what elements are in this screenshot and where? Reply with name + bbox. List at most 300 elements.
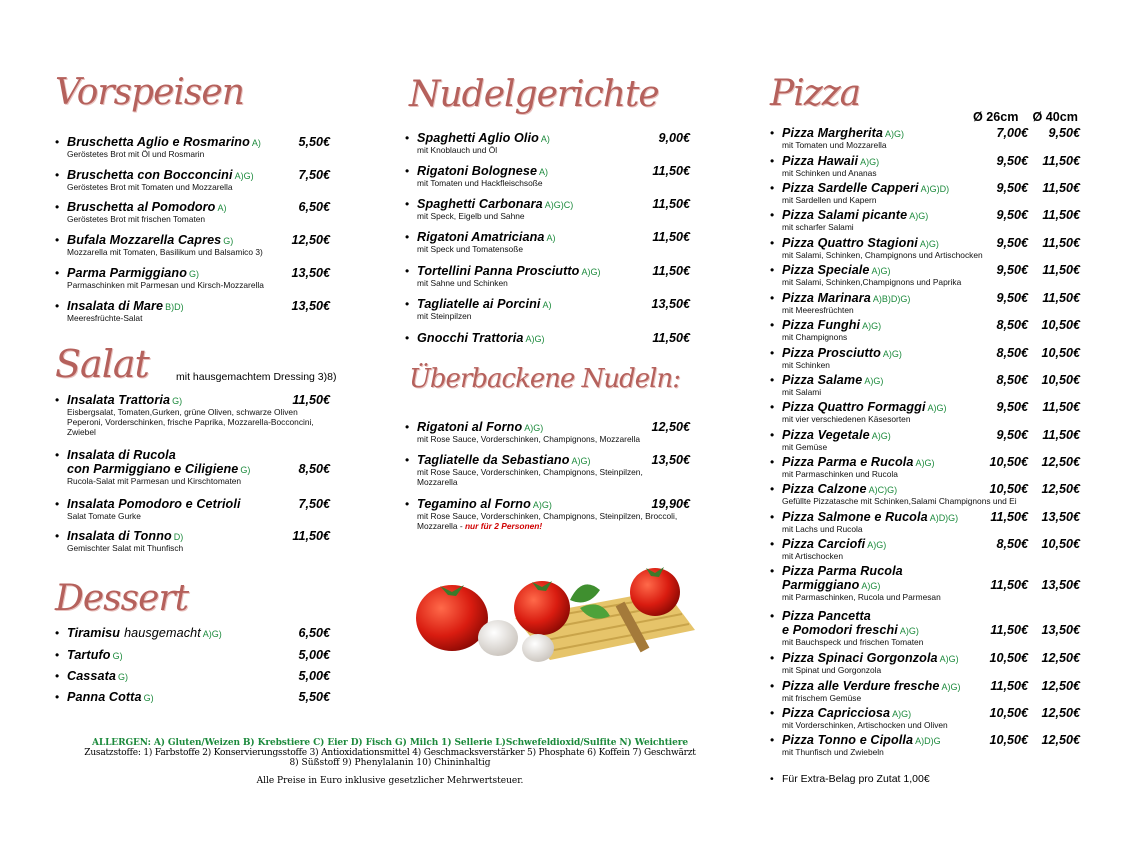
item-description: mit Salami, Schinken, Champignons und Artischocken: [782, 250, 983, 260]
item-description: Gefüllte Pizzatasche mit Schinken,Salami Champignons und Ei: [782, 496, 1017, 506]
pizza-item: [770, 510, 1080, 534]
allergen-codes: A)G): [862, 321, 882, 331]
item-description: mit frischem Gemüse: [782, 693, 862, 703]
salat-heading: Salat: [55, 342, 149, 386]
price-small: 9,50€: [996, 181, 1028, 195]
price-small: 9,50€: [996, 263, 1028, 277]
bullet: •: [770, 733, 775, 747]
item-price: 8,50€: [298, 462, 330, 476]
item-name: Pizza Capricciosa: [782, 706, 891, 720]
ueberbacken-item: [405, 453, 690, 487]
item-description: Mozzarella mit Tomaten, Basilikum und Balsamico 3): [67, 247, 263, 257]
bullet: •: [55, 233, 60, 247]
pizza-item: [770, 126, 1080, 150]
bullet: •: [770, 263, 775, 277]
bullet: •: [770, 400, 775, 414]
pizza-item: [770, 455, 1080, 479]
price-large: 12,50€: [1041, 679, 1080, 693]
price-large: 11,50€: [1042, 181, 1080, 195]
item-name: Tegamino al Forno: [417, 497, 531, 511]
size-large: Ø 40cm: [1032, 110, 1078, 124]
allergen-codes: A)G): [927, 403, 947, 413]
vorspeise-item: [55, 200, 335, 224]
price-small: 9,50€: [996, 428, 1028, 442]
item-name: Pizza Pancetta: [782, 609, 871, 623]
bullet: •: [770, 373, 775, 387]
item-name: Pizza Funghi: [782, 318, 861, 332]
allergen-codes: A)G): [861, 581, 881, 591]
salat-item: [55, 393, 335, 437]
nudel-item: [405, 164, 690, 188]
bullet: •: [55, 168, 60, 182]
item-description: mit Tomaten und Hackfleischsoße: [417, 178, 543, 188]
item-description: Geröstetes Brot mit Öl und Rosmarin: [67, 149, 205, 159]
item-name: Pizza Speciale: [782, 263, 870, 277]
pizza-prices: [976, 482, 1080, 496]
item-description: mit Rose Sauce, Vorderschinken, Champignons, Steinpilzen, Broccoli, Mozzarella - nur für 2 Personen!: [417, 511, 678, 531]
item-name: Pizza Carciofi: [782, 537, 866, 551]
allergen-codes: A): [546, 233, 556, 243]
bullet: •: [55, 448, 60, 462]
bullet: •: [770, 455, 775, 469]
allergen-codes: A)G): [884, 129, 904, 139]
item-price: 11,50€: [652, 164, 690, 178]
item-name: Pizza Parma e Rucola: [782, 455, 914, 469]
dessert-heading: Dessert: [55, 578, 189, 619]
item-description: mit Schinken und Ananas: [782, 168, 877, 178]
bullet: •: [405, 420, 410, 434]
item-price: 11,50€: [292, 529, 330, 543]
nudel-item: [405, 197, 690, 221]
allergen-codes: G): [240, 465, 251, 475]
allergen-codes: A): [542, 300, 552, 310]
price-large: 11,50€: [1042, 154, 1080, 168]
item-name-cont: con Parmiggiano e Ciligiene: [67, 462, 239, 476]
item-description: Geröstetes Brot mit frischen Tomaten: [67, 214, 206, 224]
allergen-codes: D): [173, 532, 184, 542]
nudel-item: [405, 131, 690, 155]
bullet: •: [770, 208, 775, 222]
item-description: mit Lachs und Rucola: [782, 524, 863, 534]
item-description: mit Schinken: [782, 360, 830, 370]
pizza-item: [770, 373, 1080, 397]
pizza-item: [770, 428, 1080, 452]
allergen-codes: G): [112, 651, 123, 661]
item-name-cont: e Pomodori freschi: [782, 623, 898, 637]
item-name: Cassata: [67, 669, 117, 683]
bullet: •: [770, 428, 775, 442]
bullet: •: [55, 690, 60, 704]
bullet: •: [770, 291, 775, 305]
bullet: •: [770, 236, 775, 250]
bullet: •: [770, 318, 775, 332]
additives-line-1: Zusatzstoffe: 1) Farbstoffe 2) Konservierungsstoffe 3) Antioxidationsmittel 4) Geschmacksverstärker 5) Phosphate 6) Koffein 7) Geschwärzt: [84, 748, 696, 758]
allergen-codes: A)G): [939, 654, 959, 664]
price-large: 10,50€: [1041, 373, 1080, 387]
pizza-prices: [976, 578, 1080, 592]
item-description: mit Parmaschinken und Rucola: [782, 469, 898, 479]
item-extra: hausgemacht: [124, 626, 201, 640]
allergen-codes: A): [540, 134, 550, 144]
allergen-codes: A)G): [867, 540, 887, 550]
item-description: mit Bauchspeck und frischen Tomaten: [782, 637, 924, 647]
allergen-codes: A)G): [909, 211, 929, 221]
item-price: 13,50€: [291, 299, 330, 313]
item-description: Geröstetes Brot mit Tomaten und Mozzarella: [67, 182, 233, 192]
pizza-prices: [976, 428, 1080, 442]
item-name: Tagliatelle da Sebastiano: [417, 453, 570, 467]
bullet: •: [770, 126, 775, 140]
ueberbacken-heading: Überbackene Nudeln:: [409, 364, 680, 394]
item-name: Rigatoni Amatriciana: [417, 230, 545, 244]
item-price: 13,50€: [651, 453, 690, 467]
item-name: Pizza Spinaci Gorgonzola: [782, 651, 938, 665]
bullet: •: [770, 181, 775, 195]
bullet: •: [770, 564, 775, 578]
allergen-codes: A)B)D)G): [872, 294, 911, 304]
bullet: •: [55, 135, 60, 149]
price-small: 8,50€: [996, 318, 1028, 332]
item-description: mit Sahne und Schinken: [417, 278, 508, 288]
allergen-legend: [80, 738, 700, 786]
pizza-item: [770, 318, 1080, 342]
salat-subtitle: mit hausgemachtem Dressing 3)8): [176, 371, 337, 383]
pizza-prices: [976, 318, 1080, 332]
item-name: Pizza Prosciutto: [782, 346, 881, 360]
price-small: 11,50€: [990, 623, 1028, 637]
pizza-prices: [976, 291, 1080, 305]
bullet: •: [55, 266, 60, 280]
item-price: 5,50€: [298, 690, 330, 704]
price-small: 11,50€: [990, 510, 1028, 524]
bullet: •: [770, 679, 775, 693]
bullet: •: [770, 482, 775, 496]
item-description: mit vier verschiedenen Käsesorten: [782, 414, 911, 424]
price-small: 8,50€: [996, 373, 1028, 387]
price-large: 11,50€: [1042, 263, 1080, 277]
item-name: Tartufo: [67, 648, 111, 662]
price-large: 10,50€: [1041, 346, 1080, 360]
item-price: 11,50€: [652, 331, 690, 345]
item-name: Rigatoni Bolognese: [417, 164, 538, 178]
price-small: 8,50€: [996, 346, 1028, 360]
price-large: 10,50€: [1041, 318, 1080, 332]
item-name: Spaghetti Aglio Olio: [417, 131, 539, 145]
vorspeisen-heading: Vorspeisen: [55, 72, 244, 113]
item-description: mit Steinpilzen: [417, 311, 472, 321]
pizza-prices: [976, 537, 1080, 551]
allergen-codes: A)G): [202, 629, 222, 639]
pizza-item: [770, 346, 1080, 370]
price-small: 10,50€: [989, 455, 1028, 469]
pizza-prices: [976, 236, 1080, 250]
price-large: 11,50€: [1042, 208, 1080, 222]
nudelgerichte-heading: Nudelgerichte: [409, 74, 659, 115]
price-small: 10,50€: [989, 482, 1028, 496]
bullet: •: [405, 197, 410, 211]
allergen-codes: A)G): [899, 626, 919, 636]
item-price: 11,50€: [652, 264, 690, 278]
item-name: Pizza Parma Rucola: [782, 564, 903, 578]
pizza-prices: [976, 510, 1080, 524]
pizza-item: [770, 181, 1080, 205]
item-price: 6,50€: [298, 200, 330, 214]
allergen-codes: A)G): [524, 423, 544, 433]
bullet: •: [770, 609, 775, 623]
price-small: 8,50€: [996, 537, 1028, 551]
bullet: •: [770, 510, 775, 524]
item-name-cont: Parmiggiano: [782, 578, 860, 592]
item-description: mit Rose Sauce, Vorderschinken, Champignons, Steinpilzen, Mozzarella: [417, 467, 643, 487]
item-price: 11,50€: [652, 230, 690, 244]
pizza-prices: [976, 346, 1080, 360]
item-description: mit Rose Sauce, Vorderschinken, Champignons, Mozzarella: [417, 434, 640, 444]
allergen-codes: B)D): [165, 302, 184, 312]
nudel-item: [405, 264, 690, 288]
bullet: •: [405, 131, 410, 145]
pizza-item: [770, 679, 1080, 703]
item-name: Insalata Pomodoro e Cetrioli: [67, 497, 241, 511]
allergen-codes: A)G): [234, 171, 254, 181]
item-name: Tagliatelle ai Porcini: [417, 297, 541, 311]
bullet: •: [770, 651, 775, 665]
item-name: Tortellini Panna Prosciutto: [417, 264, 580, 278]
price-small: 9,50€: [996, 400, 1028, 414]
additives-line-2: 8) Süßstoff 9) Phenylalanin 10) Chininhaltig: [289, 758, 491, 768]
price-large: 13,50€: [1041, 578, 1080, 592]
price-large: 13,50€: [1041, 623, 1080, 637]
pizza-item: [770, 609, 1080, 647]
allergen-codes: G): [188, 269, 199, 279]
allergen-codes: A): [251, 138, 261, 148]
pizza-item: [770, 733, 1080, 757]
bullet: •: [55, 393, 60, 407]
price-small: 10,50€: [989, 706, 1028, 720]
item-description: mit Gemüse: [782, 442, 828, 452]
price-large: 9,50€: [1048, 126, 1080, 140]
item-name: Pizza Marinara: [782, 291, 871, 305]
pizza-prices: [976, 126, 1080, 140]
nudel-item: [405, 230, 690, 254]
price-small: 9,50€: [996, 208, 1028, 222]
allergen-codes: A)G): [864, 376, 884, 386]
item-name: Pizza Tonno e Cipolla: [782, 733, 914, 747]
price-small: 11,50€: [990, 578, 1028, 592]
allergen-codes: G): [223, 236, 234, 246]
price-large: 12,50€: [1041, 733, 1080, 747]
item-name: Pizza Margherita: [782, 126, 883, 140]
item-note: nur für 2 Personen!: [464, 521, 543, 531]
item-name: Pizza Calzone: [782, 482, 867, 496]
allergen-codes: G): [172, 396, 183, 406]
ueberbacken-item: [405, 420, 690, 444]
vorspeise-item: [55, 299, 335, 323]
price-large: 11,50€: [1042, 291, 1080, 305]
allergen-codes: A)G): [571, 456, 591, 466]
price-large: 13,50€: [1041, 510, 1080, 524]
pizza-prices: [976, 208, 1080, 222]
bullet: •: [405, 331, 410, 345]
item-name: Tiramisu: [67, 626, 121, 640]
item-name: Insalata di Tonno: [67, 529, 172, 543]
bullet: •: [770, 154, 775, 168]
pizza-item: [770, 537, 1080, 561]
allergen-codes: A)G): [919, 239, 939, 249]
item-price: 13,50€: [291, 266, 330, 280]
item-description: mit Salami, Schinken,Champignons und Paprika: [782, 277, 962, 287]
bullet: •: [55, 529, 60, 543]
allergen-codes: A)G): [860, 157, 880, 167]
price-note: Alle Preise in Euro inklusive gesetzlicher Mehrwertsteuer.: [256, 776, 524, 786]
allergen-codes: A)G): [871, 266, 891, 276]
pizza-prices: [976, 373, 1080, 387]
dessert-item: [55, 690, 335, 704]
allergen-codes: A)G): [532, 500, 552, 510]
pizza-prices: [976, 263, 1080, 277]
bullet: •: [55, 200, 60, 214]
item-price: 9,00€: [658, 131, 690, 145]
allergen-codes: A): [217, 203, 227, 213]
pizza-sizes: [973, 110, 1078, 124]
dessert-item: [55, 648, 335, 662]
garlic-left: [478, 620, 518, 656]
item-price: 7,50€: [298, 168, 330, 182]
item-description: mit Salami: [782, 387, 822, 397]
pizza-prices: [976, 154, 1080, 168]
item-description: mit Artischocken: [782, 551, 843, 561]
item-name: Pizza Sardelle Capperi: [782, 181, 919, 195]
bullet: •: [55, 299, 60, 313]
allergen-codes: A)G)D): [920, 184, 950, 194]
allergen-codes: G): [118, 672, 129, 682]
price-large: 11,50€: [1042, 400, 1080, 414]
item-name: Rigatoni al Forno: [417, 420, 523, 434]
garlic-right: [522, 634, 554, 662]
item-price: 13,50€: [651, 297, 690, 311]
allergen-codes: A)G): [941, 682, 961, 692]
pizza-item: [770, 208, 1080, 232]
bullet: •: [55, 497, 60, 511]
item-name: Pizza Quattro Formaggi: [782, 400, 926, 414]
item-name: Pizza Hawaii: [782, 154, 859, 168]
item-description: Salat Tomate Gurke: [67, 511, 141, 521]
allergen-codes: A)G): [882, 349, 902, 359]
allergen-codes: G): [143, 693, 154, 703]
bullet: •: [405, 497, 410, 511]
vorspeise-item: [55, 266, 335, 290]
pizza-prices: [976, 181, 1080, 195]
pizza-item: [770, 482, 1080, 506]
item-name: Parma Parmiggiano: [67, 266, 187, 280]
item-name: Insalata di Rucola: [67, 448, 176, 462]
pizza-item: [770, 291, 1080, 315]
price-large: 11,50€: [1042, 428, 1080, 442]
bullet: •: [405, 230, 410, 244]
item-name: Insalata di Mare: [67, 299, 164, 313]
ueberbacken-item: [405, 497, 690, 531]
item-price: 5,00€: [298, 648, 330, 662]
salat-item: [55, 448, 335, 486]
item-description: mit Parmaschinken, Rucola und Parmesan: [782, 592, 941, 602]
item-price: 11,50€: [652, 197, 690, 211]
item-description: mit Champignons: [782, 332, 848, 342]
item-price: 7,50€: [298, 497, 330, 511]
pizza-item: [770, 706, 1080, 730]
pizza-item: [770, 263, 1080, 287]
bullet: •: [770, 346, 775, 360]
item-description: Gemischter Salat mit Thunfisch: [67, 543, 184, 553]
item-description: mit Spinat und Gorgonzola: [782, 665, 882, 675]
allergen-codes: A)G): [871, 431, 891, 441]
dessert-item: [55, 669, 335, 683]
item-name: Bufala Mozzarella Capres: [67, 233, 222, 247]
price-large: 12,50€: [1041, 455, 1080, 469]
pizza-item: [770, 154, 1080, 178]
vorspeise-item: [55, 135, 335, 159]
item-description: Parmaschinken mit Parmesan und Kirsch-Mozzarella: [67, 280, 264, 290]
item-name: Panna Cotta: [67, 690, 142, 704]
pizza-prices: [976, 400, 1080, 414]
price-large: 12,50€: [1041, 651, 1080, 665]
item-name: Gnocchi Trattoria: [417, 331, 524, 345]
item-name: Pizza Vegetale: [782, 428, 870, 442]
allergen-codes: A)G): [915, 458, 935, 468]
item-name: Bruschetta Aglio e Rosmarino: [67, 135, 250, 149]
bullet: •: [55, 626, 60, 640]
item-description: mit Speck und Tomatensoße: [417, 244, 523, 254]
item-description: mit Knoblauch und Öl: [417, 145, 498, 155]
item-name: Bruschetta con Bocconcini: [67, 168, 233, 182]
item-name: Pizza alle Verdure fresche: [782, 679, 940, 693]
price-large: 12,50€: [1041, 482, 1080, 496]
price-small: 7,00€: [996, 126, 1028, 140]
price-small: 10,50€: [989, 651, 1028, 665]
food-illustration: [410, 560, 695, 670]
pizza-prices: [976, 733, 1080, 747]
extra-topping-note: • Für Extra-Belag pro Zutat 1,00€: [770, 773, 930, 785]
item-price: 19,90€: [651, 497, 690, 511]
allergen-codes: A)C)G): [868, 485, 898, 495]
item-price: 12,50€: [651, 420, 690, 434]
nudel-item: [405, 297, 690, 321]
item-description: Eisbergsalat, Tomaten,Gurken, grüne Oliven, schwarze Oliven Peperoni, Vorderschinken, frische Paprika, Mozzarella-Bocconcini, Zwiebel: [67, 407, 314, 437]
pizza-prices: [976, 455, 1080, 469]
item-description: mit Meeresfrüchten: [782, 305, 854, 315]
allergen-line: ALLERGEN: A) Gluten/Weizen B) Krebstiere C) Eier D) Fisch G) Milch 1) Sellerie L)Schwefeldioxid/Sulfite N) Weichtiere: [91, 738, 689, 748]
allergen-codes: A)G): [892, 709, 912, 719]
vorspeise-item: [55, 233, 335, 257]
item-description: Meeresfrüchte-Salat: [67, 313, 143, 323]
allergen-codes: A): [539, 167, 549, 177]
item-description: mit Speck, Eigelb und Sahne: [417, 211, 525, 221]
price-small: 9,50€: [996, 236, 1028, 250]
nudel-item: [405, 331, 690, 345]
vorspeise-item: [55, 168, 335, 192]
price-large: 10,50€: [1041, 537, 1080, 551]
price-small: 10,50€: [989, 733, 1028, 747]
item-name: Insalata Trattoria: [67, 393, 171, 407]
bullet: •: [405, 164, 410, 178]
bullet: •: [55, 648, 60, 662]
bullet: •: [405, 297, 410, 311]
item-name: Pizza Salami picante: [782, 208, 908, 222]
allergen-codes: A)D)G): [929, 513, 959, 523]
item-description: mit Sardellen und Kapern: [782, 195, 877, 205]
price-large: 11,50€: [1042, 236, 1080, 250]
bullet: •: [770, 706, 775, 720]
bullet: •: [55, 669, 60, 683]
allergen-codes: A)G): [581, 267, 601, 277]
